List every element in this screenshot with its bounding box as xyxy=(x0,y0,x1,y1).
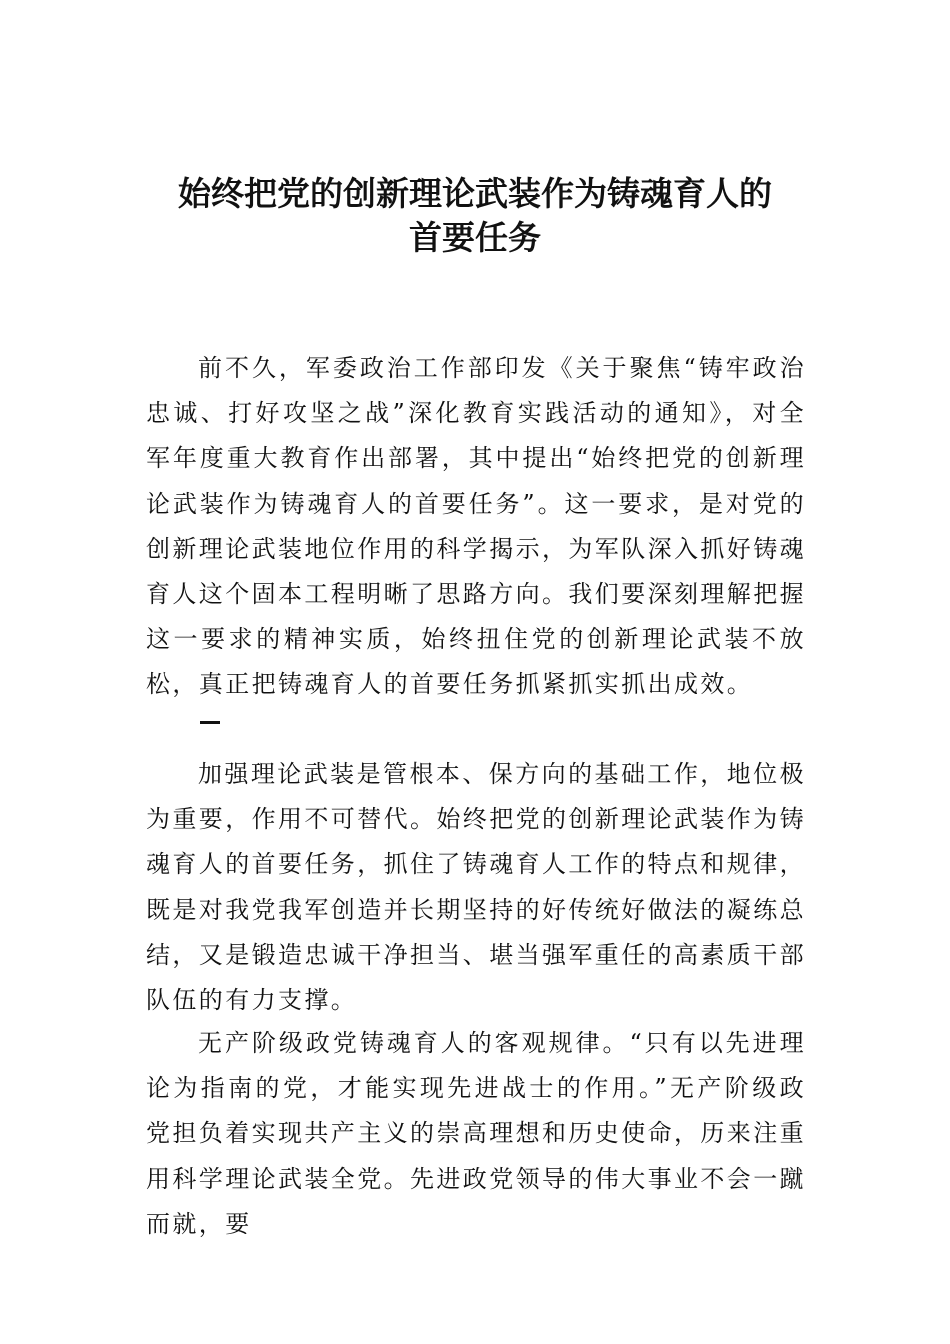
paragraph-subsection: 无产阶级政党铸魂育人的客观规律。“只有以先进理论为指南的党，才能实现先进战士的作用。”无产阶级政党担负着实现共产主义的崇高理想和历史使命，历来注重用科学理论武装全党。先进政党领导的伟大事业不会一蹴而就，要 xyxy=(146,1029,806,1238)
intro-paragraph-block xyxy=(146,346,806,708)
document-title-line-2: 首要任务 xyxy=(409,218,541,257)
section-numeral xyxy=(200,721,201,722)
subsection-paragraph-block xyxy=(146,1021,806,1247)
document-title-line-1: 始终把党的创新理论武装作为铸魂育人的 xyxy=(178,174,772,213)
paragraph-section-one: 加强理论武装是管根本、保方向的基础工作，地位极为重要，作用不可替代。始终把党的创新理论武装作为铸魂育人的首要任务，抓住了铸魂育人工作的特点和规律，既是对我党我军创造并长期坚持的好传统好做法的凝练总结，又是锻造忠诚干净担当、堪当强军重任的高素质干部队伍的有力支撑。 xyxy=(146,760,806,1015)
section-heading-one xyxy=(200,721,220,724)
paragraph-intro: 前不久，军委政治工作部印发《关于聚焦“铸牢政治忠诚、打好攻坚之战”深化教育实践活动的通知》，对全军年度重大教育作出部署，其中提出“始终把党的创新理论武装作为铸魂育人的首要任务”。这一要求，是对党的创新理论武装地位作用的科学揭示，为军队深入抓好铸魂育人这个固本工程明晰了思路方向。我们要深刻理解把握这一要求的精神实质，始终扭住党的创新理论武装不放松，真正把铸魂育人的首要任务抓紧抓实抓出成效。 xyxy=(146,354,806,699)
section-one-paragraph-block xyxy=(146,752,806,1023)
